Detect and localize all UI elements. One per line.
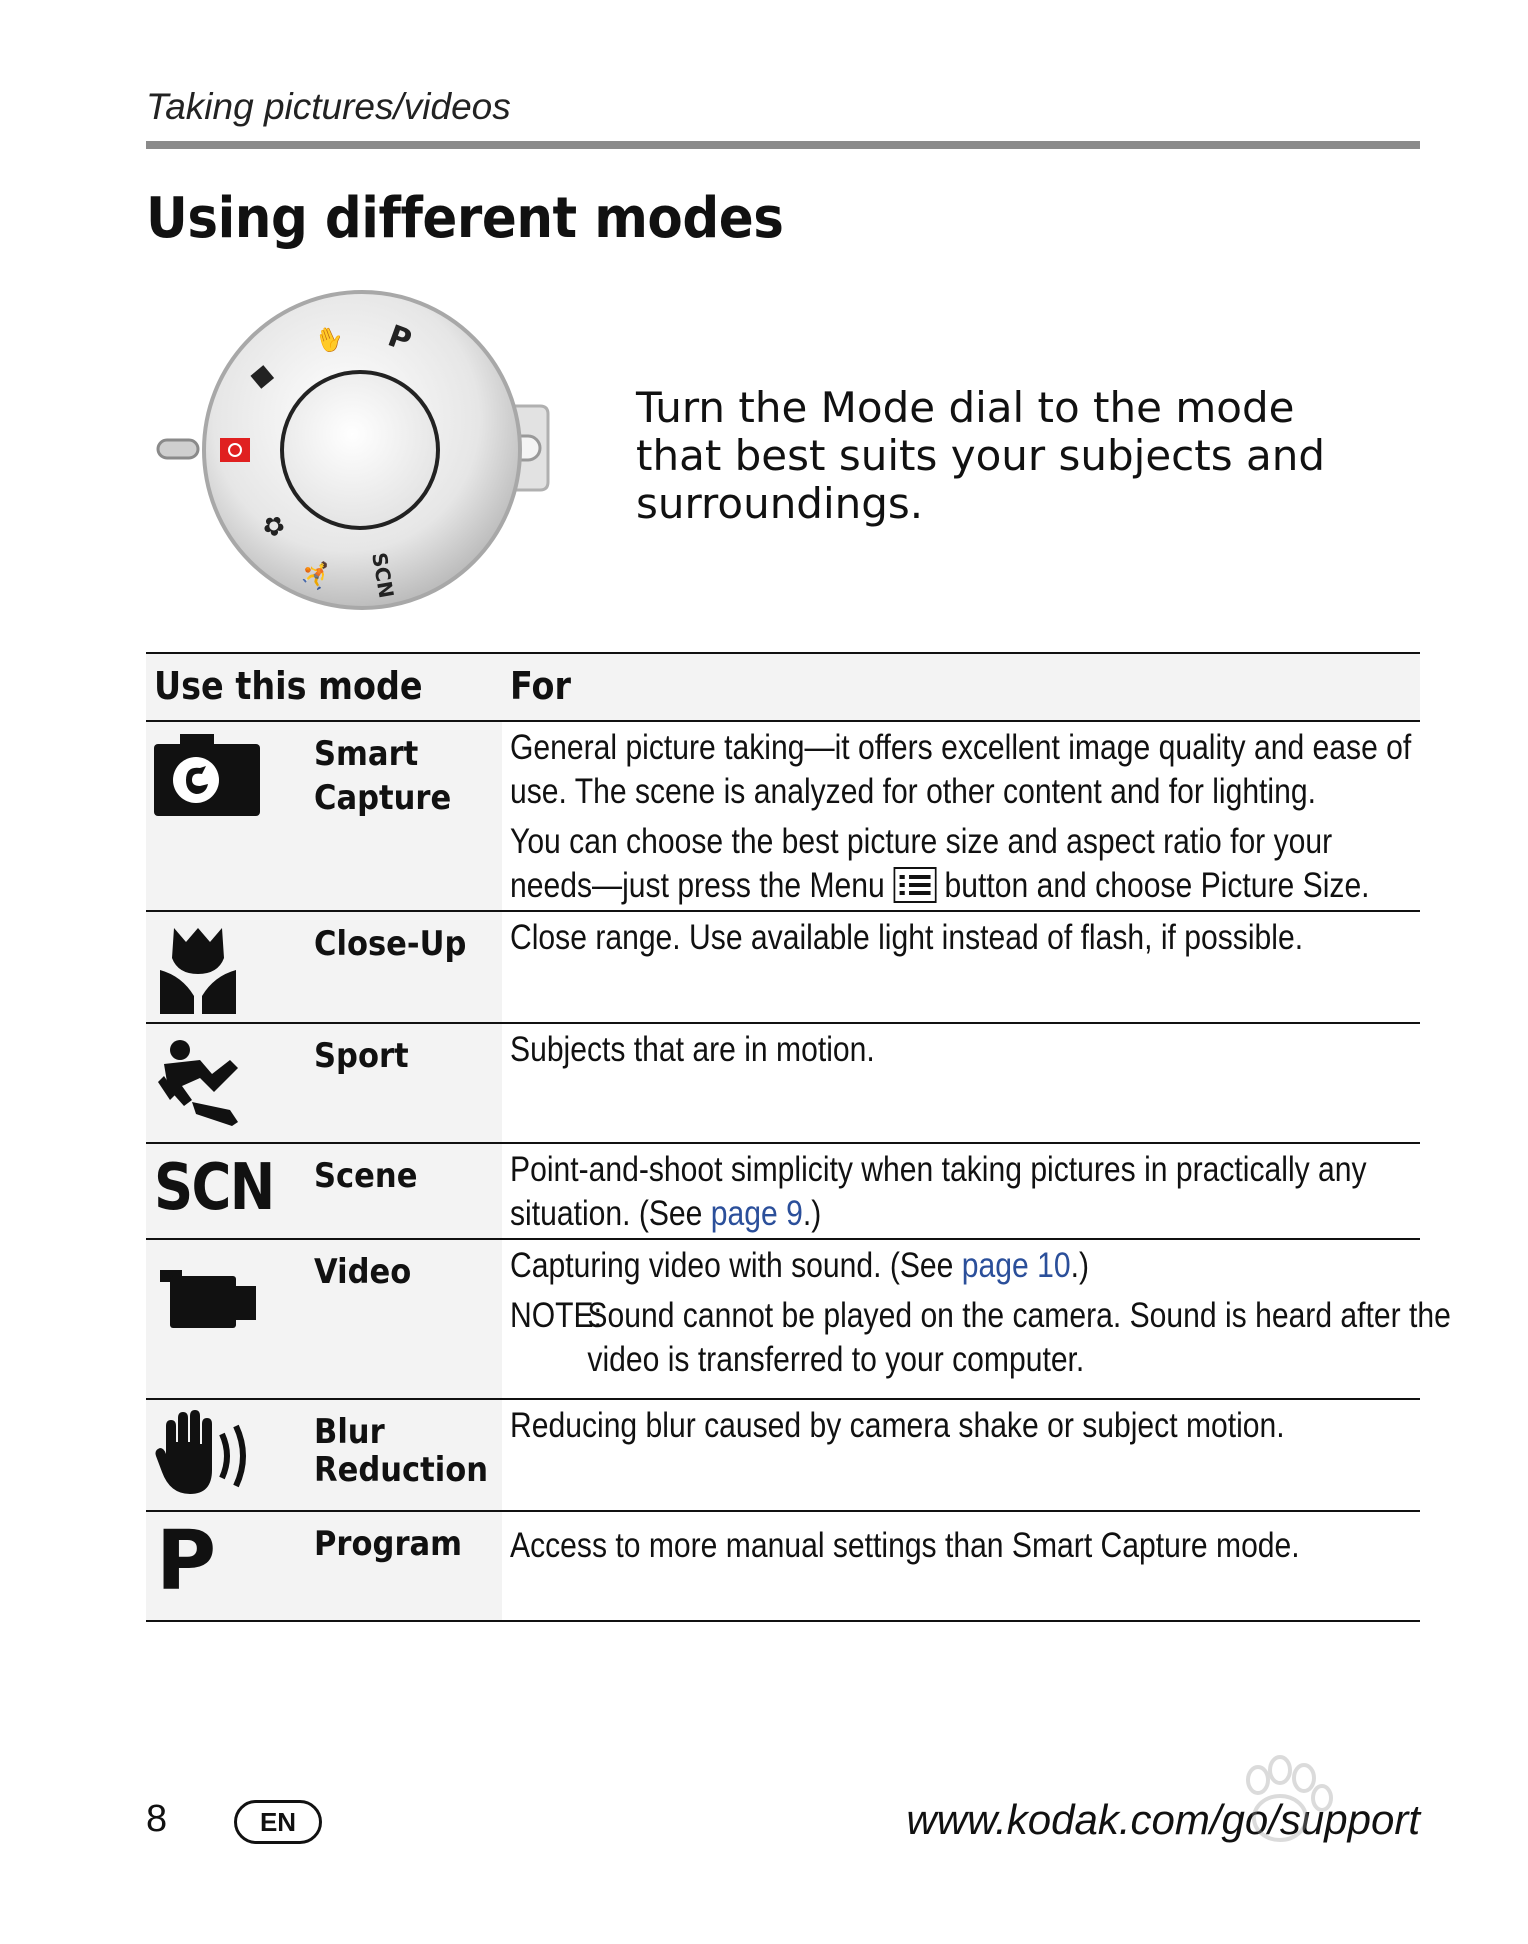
- mode-description: Close range. Use available light instead of flash, if possible.: [510, 918, 1304, 957]
- mode-description: Access to more manual settings than Smart Capture mode.: [510, 1526, 1300, 1565]
- mode-description: Point-and-shoot simplicity when taking pictures in practically any situation. (See page 9.): [510, 1150, 1367, 1233]
- table-row: [146, 1144, 1420, 1240]
- mode-description: Capturing video with sound. (See page 10.) NOTE: Sound cannot be played on the camera. Sound is heard after the video is transferred to your computer.: [510, 1244, 1422, 1382]
- watermark-logo: [1090, 1740, 1450, 1910]
- menu-button-icon: [893, 867, 936, 903]
- mode-description: Subjects that are in motion.: [510, 1030, 875, 1069]
- blur-reduction-icon: [152, 1406, 262, 1506]
- dial-close-up-icon: ✿: [256, 508, 291, 545]
- running-header: Taking pictures/videos: [146, 86, 511, 127]
- table-row: [146, 1240, 1451, 1400]
- close-up-icon: [152, 918, 262, 1018]
- dial-blur-icon: ✋: [310, 321, 349, 358]
- table-row: [146, 722, 1420, 912]
- video-icon: [152, 1246, 262, 1346]
- program-icon: P: [156, 1514, 217, 1609]
- mode-description: Reducing blur caused by camera shake or subject motion.: [510, 1406, 1285, 1445]
- table-header: [146, 652, 1420, 722]
- mode-description: General picture taking—it offers excellent image quality and ease of use. The scene is analyzed for other content and for lighting. You can choose the best picture size and aspect ratio for your needs—just press the Menu button and choose Picture Size.: [510, 728, 1412, 905]
- mode-name: Smart Capture: [314, 734, 452, 818]
- dial-sport-icon: ⛹: [294, 553, 339, 598]
- mode-name: Program: [314, 1524, 463, 1564]
- dial-scn-label: SCN: [367, 550, 399, 601]
- mode-name: Blur Reduction: [314, 1412, 489, 1490]
- smart-capture-icon: [152, 728, 262, 828]
- mode-name: Close-Up: [314, 924, 467, 964]
- note: NOTE: Sound cannot be played on the camera. Sound is heard after the video is transferred to your computer.: [510, 1296, 1451, 1379]
- table-row: [146, 1400, 1420, 1512]
- language-badge: EN: [234, 1800, 322, 1844]
- mode-name: Sport: [314, 1036, 409, 1076]
- page-link[interactable]: page 9: [710, 1194, 803, 1233]
- support-url[interactable]: www.kodak.com/go/support: [906, 1796, 1420, 1843]
- dial-video-icon: ■: [245, 360, 278, 393]
- table-row: [146, 1024, 1420, 1144]
- col-header-for: For: [510, 664, 571, 708]
- mode-name: Video: [314, 1252, 412, 1292]
- sport-icon: [152, 1030, 262, 1130]
- scn-icon: SCN: [154, 1151, 274, 1225]
- table-row: [146, 912, 1420, 1024]
- table-row: [146, 1512, 1420, 1622]
- header-rule: [146, 141, 1420, 149]
- mode-name: Scene: [314, 1156, 418, 1196]
- mode-dial-illustration: [140, 288, 560, 618]
- col-header-mode: Use this mode: [154, 664, 423, 708]
- page-link[interactable]: page 10: [961, 1246, 1071, 1285]
- page-title: Using different modes: [146, 186, 784, 251]
- intro-text: Turn the Mode dial to the mode that best suits your subjects and surroundings.: [636, 383, 1325, 528]
- dial-smart-capture-icon: [220, 438, 250, 462]
- page-number: 8: [146, 1798, 168, 1840]
- dial-program-label: P: [383, 318, 416, 360]
- modes-table: [146, 652, 1451, 1622]
